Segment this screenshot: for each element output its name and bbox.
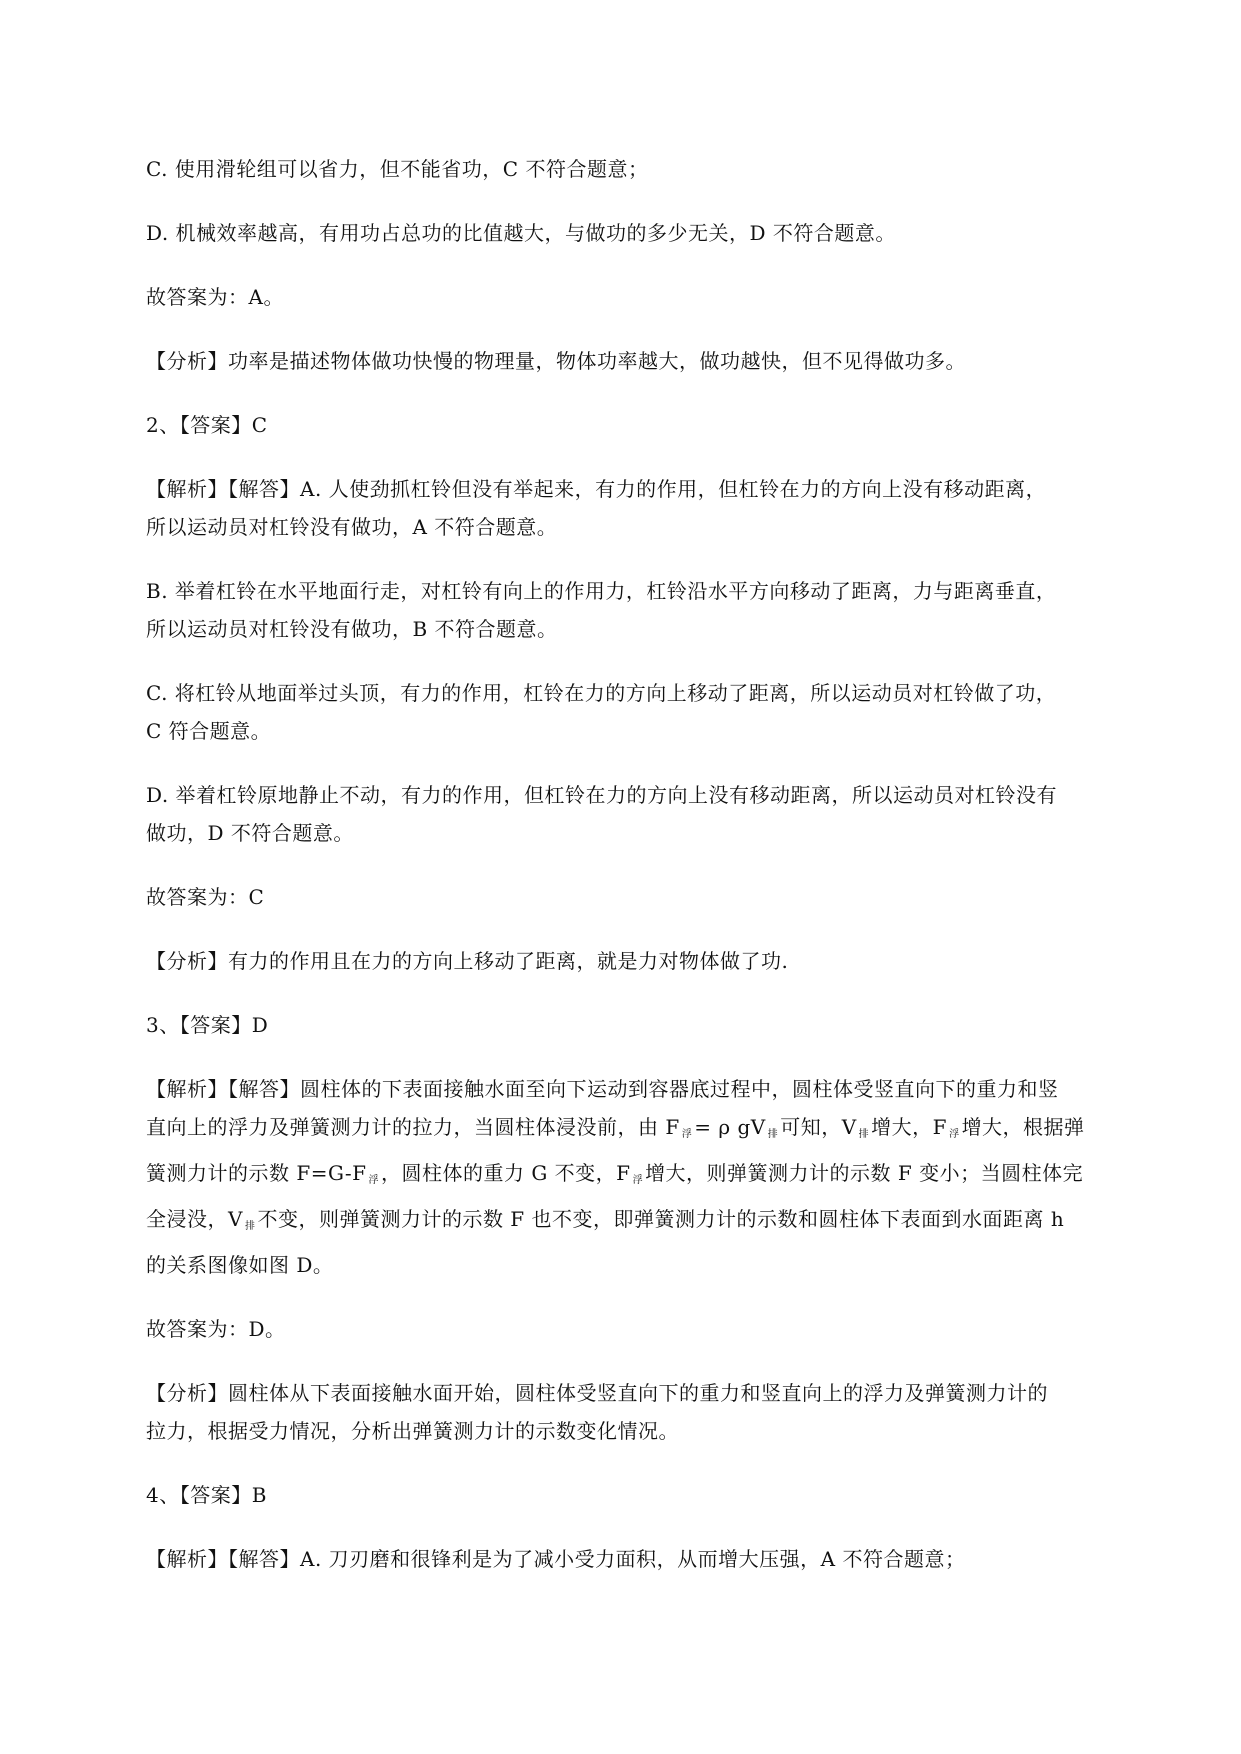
- text-line: 所以运动员对杠铃没有做功，A 不符合题意。: [146, 515, 558, 539]
- text-line: 【解析】【解答】A. 人使劲抓杠铃但没有举起来，有力的作用，但杠铃在力的方向上没有移动距离，: [146, 477, 1047, 501]
- paragraph-q2-option-b: [146, 572, 1156, 648]
- paragraph-analysis-1: [146, 342, 1156, 380]
- paragraph-q2-option-a: [146, 470, 1156, 546]
- subscript-pai: 排: [244, 1221, 256, 1232]
- text-run: 增大，根据弹: [961, 1115, 1085, 1139]
- paragraph-q2-option-d: [146, 776, 1156, 852]
- text-run: 不变，则弹簧测力计的示数 F 也不变，即弹簧测力计的示数和圆柱体下表面到水面距离 h: [257, 1207, 1065, 1231]
- text-line: D. 机械效率越高，有用功占总功的比值越大，与做功的多少无关，D 不符合题意。: [146, 221, 896, 245]
- question-3-heading: [146, 1006, 1156, 1044]
- text-run: 增大，则弹簧测力计的示数 F 变小；当圆柱体完: [645, 1161, 1084, 1185]
- text-line: 的关系图像如图 D。: [146, 1253, 334, 1277]
- paragraph-option-c: [146, 150, 1156, 188]
- paragraph-answer-2: [146, 878, 1156, 916]
- text-line: 2、【答案】C: [146, 413, 268, 437]
- text-line: [146, 1200, 1156, 1246]
- text-run: = ρ gV: [694, 1115, 766, 1139]
- paragraph-q3-explanation: [146, 1070, 1156, 1284]
- text-line: C. 将杠铃从地面举过头顶，有力的作用，杠铃在力的方向上移动了距离，所以运动员对杠铃做了功，: [146, 681, 1057, 705]
- paragraph-q2-option-c: [146, 674, 1156, 750]
- subscript-pai: 排: [858, 1129, 870, 1140]
- text-line: 【解析】【解答】圆柱体的下表面接触水面至向下运动到容器底过程中，圆柱体受竖直向下的重力和竖: [146, 1077, 1059, 1101]
- subscript-pai: 排: [767, 1129, 779, 1140]
- paragraph-analysis-2: [146, 942, 1156, 980]
- text-line: 故答案为：A。: [146, 285, 284, 309]
- text-line: C 符合题意。: [146, 719, 272, 743]
- text-run: 可知，V: [780, 1115, 857, 1139]
- paragraph-answer-3: [146, 1310, 1156, 1348]
- paragraph-answer-1: [146, 278, 1156, 316]
- text-line: 故答案为：D。: [146, 1317, 286, 1341]
- subscript-fu: 浮: [632, 1175, 644, 1186]
- text-line: 做功，D 不符合题意。: [146, 821, 354, 845]
- text-line: 【分析】圆柱体从下表面接触水面开始，圆柱体受竖直向下的重力和竖直向上的浮力及弹簧测力计的: [146, 1381, 1048, 1405]
- text-line: 4、【答案】B: [146, 1483, 267, 1507]
- paragraph-option-d: [146, 214, 1156, 252]
- text-line: 【分析】有力的作用且在力的方向上移动了距离，就是力对物体做了功.: [146, 949, 789, 973]
- text-line: D. 举着杠铃原地静止不动，有力的作用，但杠铃在力的方向上没有移动距离，所以运动员对杠铃没有: [146, 783, 1058, 807]
- text-line: 【分析】功率是描述物体做功快慢的物理量，物体功率越大，做功越快，但不见得做功多。: [146, 349, 966, 373]
- subscript-fu: 浮: [681, 1129, 693, 1140]
- text-line: 故答案为：C: [146, 885, 265, 909]
- text-line: 3、【答案】D: [146, 1013, 269, 1037]
- subscript-fu: 浮: [368, 1175, 379, 1186]
- text-line: 所以运动员对杠铃没有做功，B 不符合题意。: [146, 617, 558, 641]
- subscript-fu: 浮: [949, 1129, 960, 1140]
- question-2-heading: [146, 406, 1156, 444]
- text-run: ，圆柱体的重力 G 不变，F: [380, 1161, 631, 1185]
- text-run: 全浸没，V: [146, 1207, 243, 1231]
- text-line: C. 使用滑轮组可以省力，但不能省功，C 不符合题意；: [146, 157, 649, 181]
- text-run: 直向上的浮力及弹簧测力计的拉力，当圆柱体浸没前，由 F: [146, 1115, 680, 1139]
- paragraph-q4-option-a: [146, 1540, 1156, 1578]
- question-4-heading: [146, 1476, 1156, 1514]
- document-page: [146, 150, 1156, 1604]
- text-run: 增大，F: [871, 1115, 948, 1139]
- text-line: B. 举着杠铃在水平地面行走，对杠铃有向上的作用力，杠铃沿水平方向移动了距离，力与距离垂直，: [146, 579, 1057, 603]
- text-line: 拉力，根据受力情况，分析出弹簧测力计的示数变化情况。: [146, 1419, 679, 1443]
- paragraph-analysis-3: [146, 1374, 1156, 1450]
- text-line: [146, 1108, 1156, 1154]
- text-run: 簧测力计的示数 F=G-F: [146, 1161, 367, 1185]
- text-line: [146, 1154, 1156, 1200]
- text-line: 【解析】【解答】A. 刀刃磨和很锋利是为了减小受力面积，从而增大压强，A 不符合题意；: [146, 1547, 966, 1571]
